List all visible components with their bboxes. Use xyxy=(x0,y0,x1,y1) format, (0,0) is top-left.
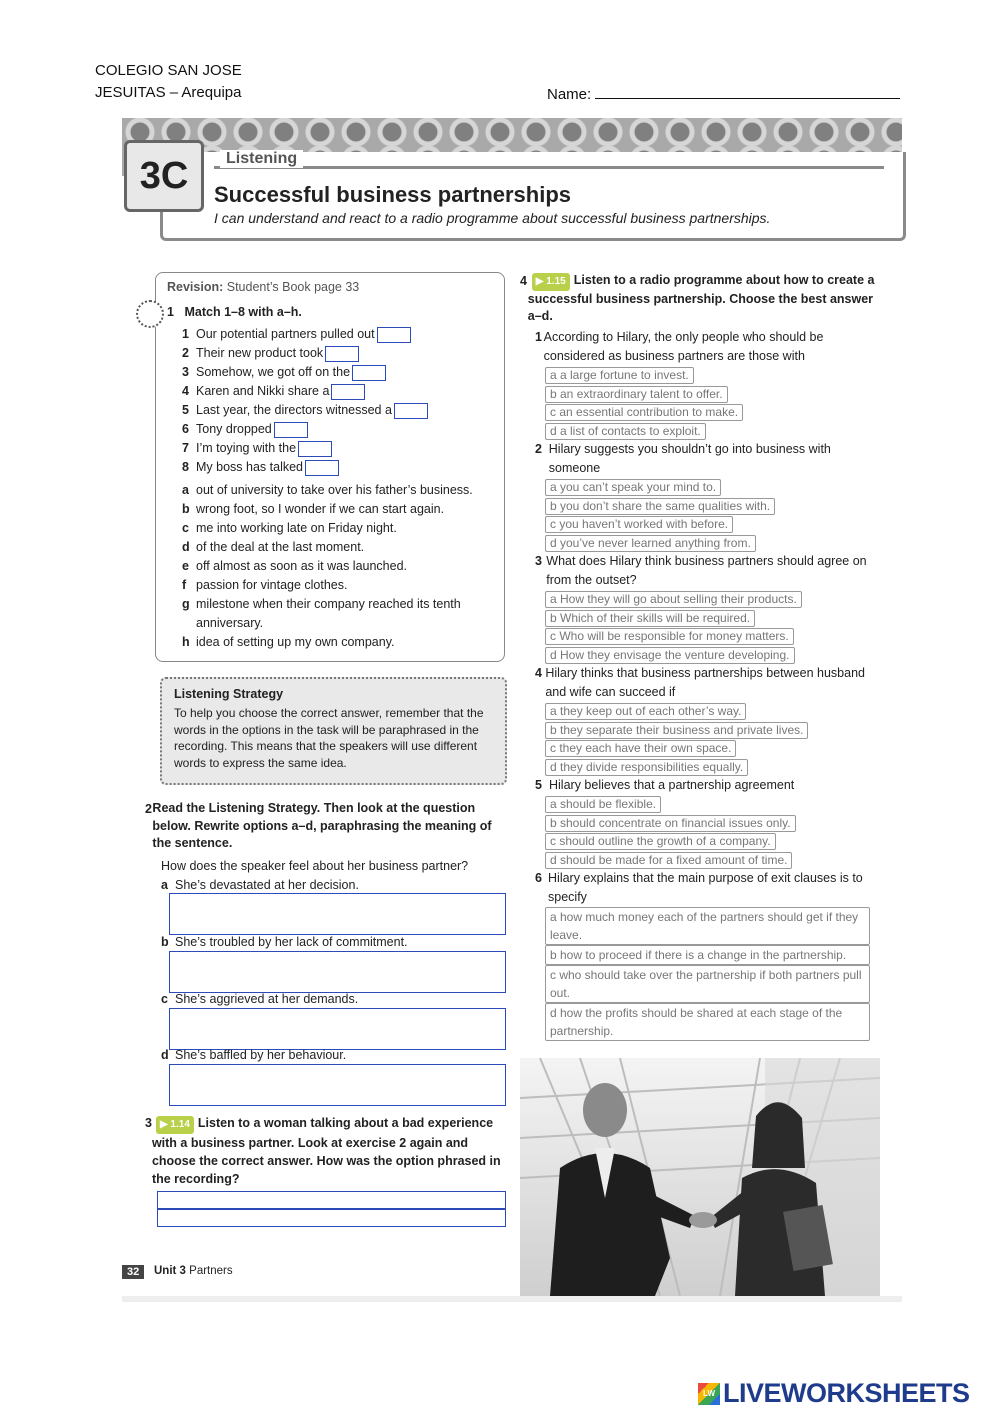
ex4-heading xyxy=(520,272,880,326)
list-item: e off almost as soon as it was launched. xyxy=(182,559,407,573)
name-line xyxy=(595,84,900,99)
option-5c[interactable]: c should outline the growth of a company. xyxy=(545,833,776,850)
handshake-image xyxy=(520,1058,880,1296)
school-name: COLEGIO SAN JOSE xyxy=(95,62,242,79)
answer-box-5[interactable] xyxy=(394,403,428,419)
revision-header xyxy=(167,280,359,294)
option-1a[interactable]: a a large fortune to invest. xyxy=(545,367,694,384)
strategy-text: To help you choose the correct answer, remember that the words in the options in the task will be paraphrased in the recording. This means that the speakers will use different words to express the same idea. xyxy=(174,706,484,770)
ex2-option-a: a She’s devastated at her decision. xyxy=(161,878,359,892)
ex2-option-d: d She’s baffled by her behaviour. xyxy=(161,1048,347,1062)
ex2-heading xyxy=(145,800,500,853)
handshake-photo xyxy=(520,1058,880,1296)
option-6b[interactable]: b how to proceed if there is a change in the partnership. xyxy=(545,945,870,965)
audio-icon[interactable]: ▶ 1.14 xyxy=(156,1116,194,1134)
audio-icon[interactable]: ▶ 1.15 xyxy=(532,273,570,291)
question-4: 4 Hilary thinks that business partnerships between husband and wife can succeed if a they keep out of each other’s way. b they separate their business and private lives. c they each have their own space. d they divide responsibilities equally. xyxy=(535,666,865,774)
question-1: 1 According to Hilary, the only people who should be considered as business partners are those with a a large fortune to invest. b an extraordinary talent to offer. c an essential contribution to make. d a list of contacts to exploit. xyxy=(535,330,824,438)
option-3a[interactable]: a How they will go about selling their products. xyxy=(545,591,802,608)
liveworksheets-logo xyxy=(698,1378,970,1409)
option-6d[interactable]: d how the profits should be shared at each stage of the partnership. xyxy=(545,1003,870,1041)
dots-icon xyxy=(136,300,164,328)
section-label: Listening xyxy=(220,150,303,168)
answer-box-2[interactable] xyxy=(325,346,359,362)
question-5: 5 Hilary believes that a partnership agreement a should be flexible. b should concentrate on financial issues only. c should outline the growth of a company. d should be made for a fixed amount of time. xyxy=(535,778,795,867)
ex3-number: 3 xyxy=(145,1116,152,1130)
ex2-number: 2 xyxy=(145,802,152,816)
list-item: h idea of setting up my own company. xyxy=(182,635,395,649)
option-2a[interactable]: a you can’t speak your mind to. xyxy=(545,479,721,496)
strategy-box xyxy=(160,677,507,785)
option-5a[interactable]: a should be flexible. xyxy=(545,796,661,813)
ex1-heading xyxy=(167,303,302,322)
list-item: d of the deal at the last moment. xyxy=(182,540,365,554)
ex4-instruction: Listen to a radio programme about how to create a successful business partnership. Choose the best answer a–d. xyxy=(527,273,875,323)
answer-box-3[interactable] xyxy=(352,365,386,381)
answer-box-7[interactable] xyxy=(298,441,332,457)
option-1d[interactable]: d a list of contacts to exploit. xyxy=(545,423,706,440)
ex1-number: 1 xyxy=(167,305,174,319)
option-4b[interactable]: b they separate their business and private lives. xyxy=(545,722,808,739)
ex2-option-b: b She’s troubled by her lack of commitment. xyxy=(161,935,408,949)
audio-track-label: 1.15 xyxy=(546,276,566,287)
list-item: c me into working late on Friday night. xyxy=(182,521,397,535)
ex3-answer-field-2[interactable] xyxy=(157,1209,506,1227)
option-4c[interactable]: c they each have their own space. xyxy=(545,740,736,757)
list-item: 7 I’m toying with the xyxy=(182,439,497,458)
page-number: 32 xyxy=(122,1265,144,1279)
answer-box-4[interactable] xyxy=(331,384,365,400)
ex4-number: 4 xyxy=(520,274,527,288)
question-6: 6 Hilary explains that the main purpose of exit clauses is to specify a how much money each of the partners should get if they leave. b how to proceed if there is a change in the partnership. c who should take over the partnership if both partners pull out. d how the profits should be shared at each stage of the partnership. xyxy=(535,869,880,1041)
option-4d[interactable]: d they divide responsibilities equally. xyxy=(545,759,748,776)
list-item: g milestone when their company reached its tenth anniversary. xyxy=(182,597,461,630)
name-field xyxy=(547,84,900,103)
ex2-instruction: Read the Listening Strategy. Then look at the question below. Rewrite options a–d, paraphrasing the meaning of the sentence. xyxy=(152,801,492,850)
option-5d[interactable]: d should be made for a fixed amount of time. xyxy=(545,852,792,869)
answer-field-a[interactable] xyxy=(169,893,506,935)
list-item: b wrong foot, so I wonder if we can start again. xyxy=(182,502,445,516)
page-bottom-rule xyxy=(122,1296,902,1302)
logo-badge: LW xyxy=(698,1383,720,1405)
ex1-title: Match 1–8 with a–h. xyxy=(184,305,302,319)
audio-track-label: 1.14 xyxy=(170,1119,190,1130)
answer-box-6[interactable] xyxy=(274,422,308,438)
unit-label: Unit 3 Partners xyxy=(154,1265,233,1277)
option-6c[interactable]: c who should take over the partnership if both partners pull out. xyxy=(545,965,870,1003)
page-title: Successful business partnerships xyxy=(214,182,572,207)
option-3c[interactable]: c Who will be responsible for money matters. xyxy=(545,628,794,645)
list-item: 3 Somehow, we got off on the xyxy=(182,363,497,382)
answer-field-b[interactable] xyxy=(169,951,506,993)
revision-ref: Student’s Book page 33 xyxy=(226,280,360,294)
page-subtitle: I can understand and react to a radio programme about successful business partnerships. xyxy=(214,210,771,226)
ex2-option-c: c She’s aggrieved at her demands. xyxy=(161,992,359,1006)
list-item: 4 Karen and Nikki share a xyxy=(182,382,497,401)
option-3d[interactable]: d How they envisage the venture developing. xyxy=(545,647,795,664)
ex1-items xyxy=(182,325,497,477)
list-item: 6 Tony dropped xyxy=(182,420,497,439)
banner-rule xyxy=(214,166,884,169)
option-5b[interactable]: b should concentrate on financial issues only. xyxy=(545,815,796,832)
list-item: 8 My boss has talked xyxy=(182,458,497,477)
option-1c[interactable]: c an essential contribution to make. xyxy=(545,404,743,421)
brand-name: LIVEWORKSHEETS xyxy=(723,1378,970,1408)
name-label: Name: xyxy=(547,86,592,103)
option-6a[interactable]: a how much money each of the partners should get if they leave. xyxy=(545,907,870,945)
ex2-question: How does the speaker feel about her business partner? xyxy=(161,859,469,873)
answer-box-8[interactable] xyxy=(305,460,339,476)
list-item: f passion for vintage clothes. xyxy=(182,578,348,592)
lesson-banner xyxy=(122,118,902,240)
ex3-heading xyxy=(145,1114,505,1188)
list-item: 5 Last year, the directors witnessed a xyxy=(182,401,497,420)
strategy-title: Listening Strategy xyxy=(174,687,284,701)
option-1b[interactable]: b an extraordinary talent to offer. xyxy=(545,386,728,403)
answer-field-d[interactable] xyxy=(169,1064,506,1106)
option-4a[interactable]: a they keep out of each other’s way. xyxy=(545,703,746,720)
question-3: 3 What does Hilary think business partners should agree on from the outset? a How they will go about selling their products. b Which of their skills will be required. c Who will be responsible for money matters. d How they envisage the venture developing. xyxy=(535,554,867,662)
answer-field-c[interactable] xyxy=(169,1008,506,1050)
option-2d[interactable]: d you’ve never learned anything from. xyxy=(545,535,756,552)
list-item: 2 Their new product took xyxy=(182,344,497,363)
ex3-answer-field-1[interactable] xyxy=(157,1191,506,1209)
ex4-questions xyxy=(535,328,880,1041)
option-2b[interactable]: b you don’t share the same qualities with. xyxy=(545,498,775,515)
ex1-endings xyxy=(182,481,482,652)
ex3-instruction: Listen to a woman talking about a bad experience with a business partner. Look at exercise 2 again and choose the correct answer. How was the option phrased in the recording? xyxy=(151,1116,501,1186)
option-3b[interactable]: b Which of their skills will be required. xyxy=(545,610,755,627)
question-2: 2 Hilary suggests you shouldn’t go into business with someone a you can’t speak your mind to. b you don’t share the same qualities with. c you haven’t worked with before. d you’ve never learned anything from. xyxy=(535,442,831,550)
option-2c[interactable]: c you haven’t worked with before. xyxy=(545,516,733,533)
revision-label: Revision: xyxy=(167,280,224,294)
lesson-code: 3C xyxy=(124,140,204,212)
list-item: a out of university to take over his father’s business. xyxy=(182,483,473,497)
school-location: JESUITAS – Arequipa xyxy=(95,84,242,101)
answer-box-1[interactable] xyxy=(377,327,411,343)
list-item: 1 Our potential partners pulled out xyxy=(182,325,497,344)
